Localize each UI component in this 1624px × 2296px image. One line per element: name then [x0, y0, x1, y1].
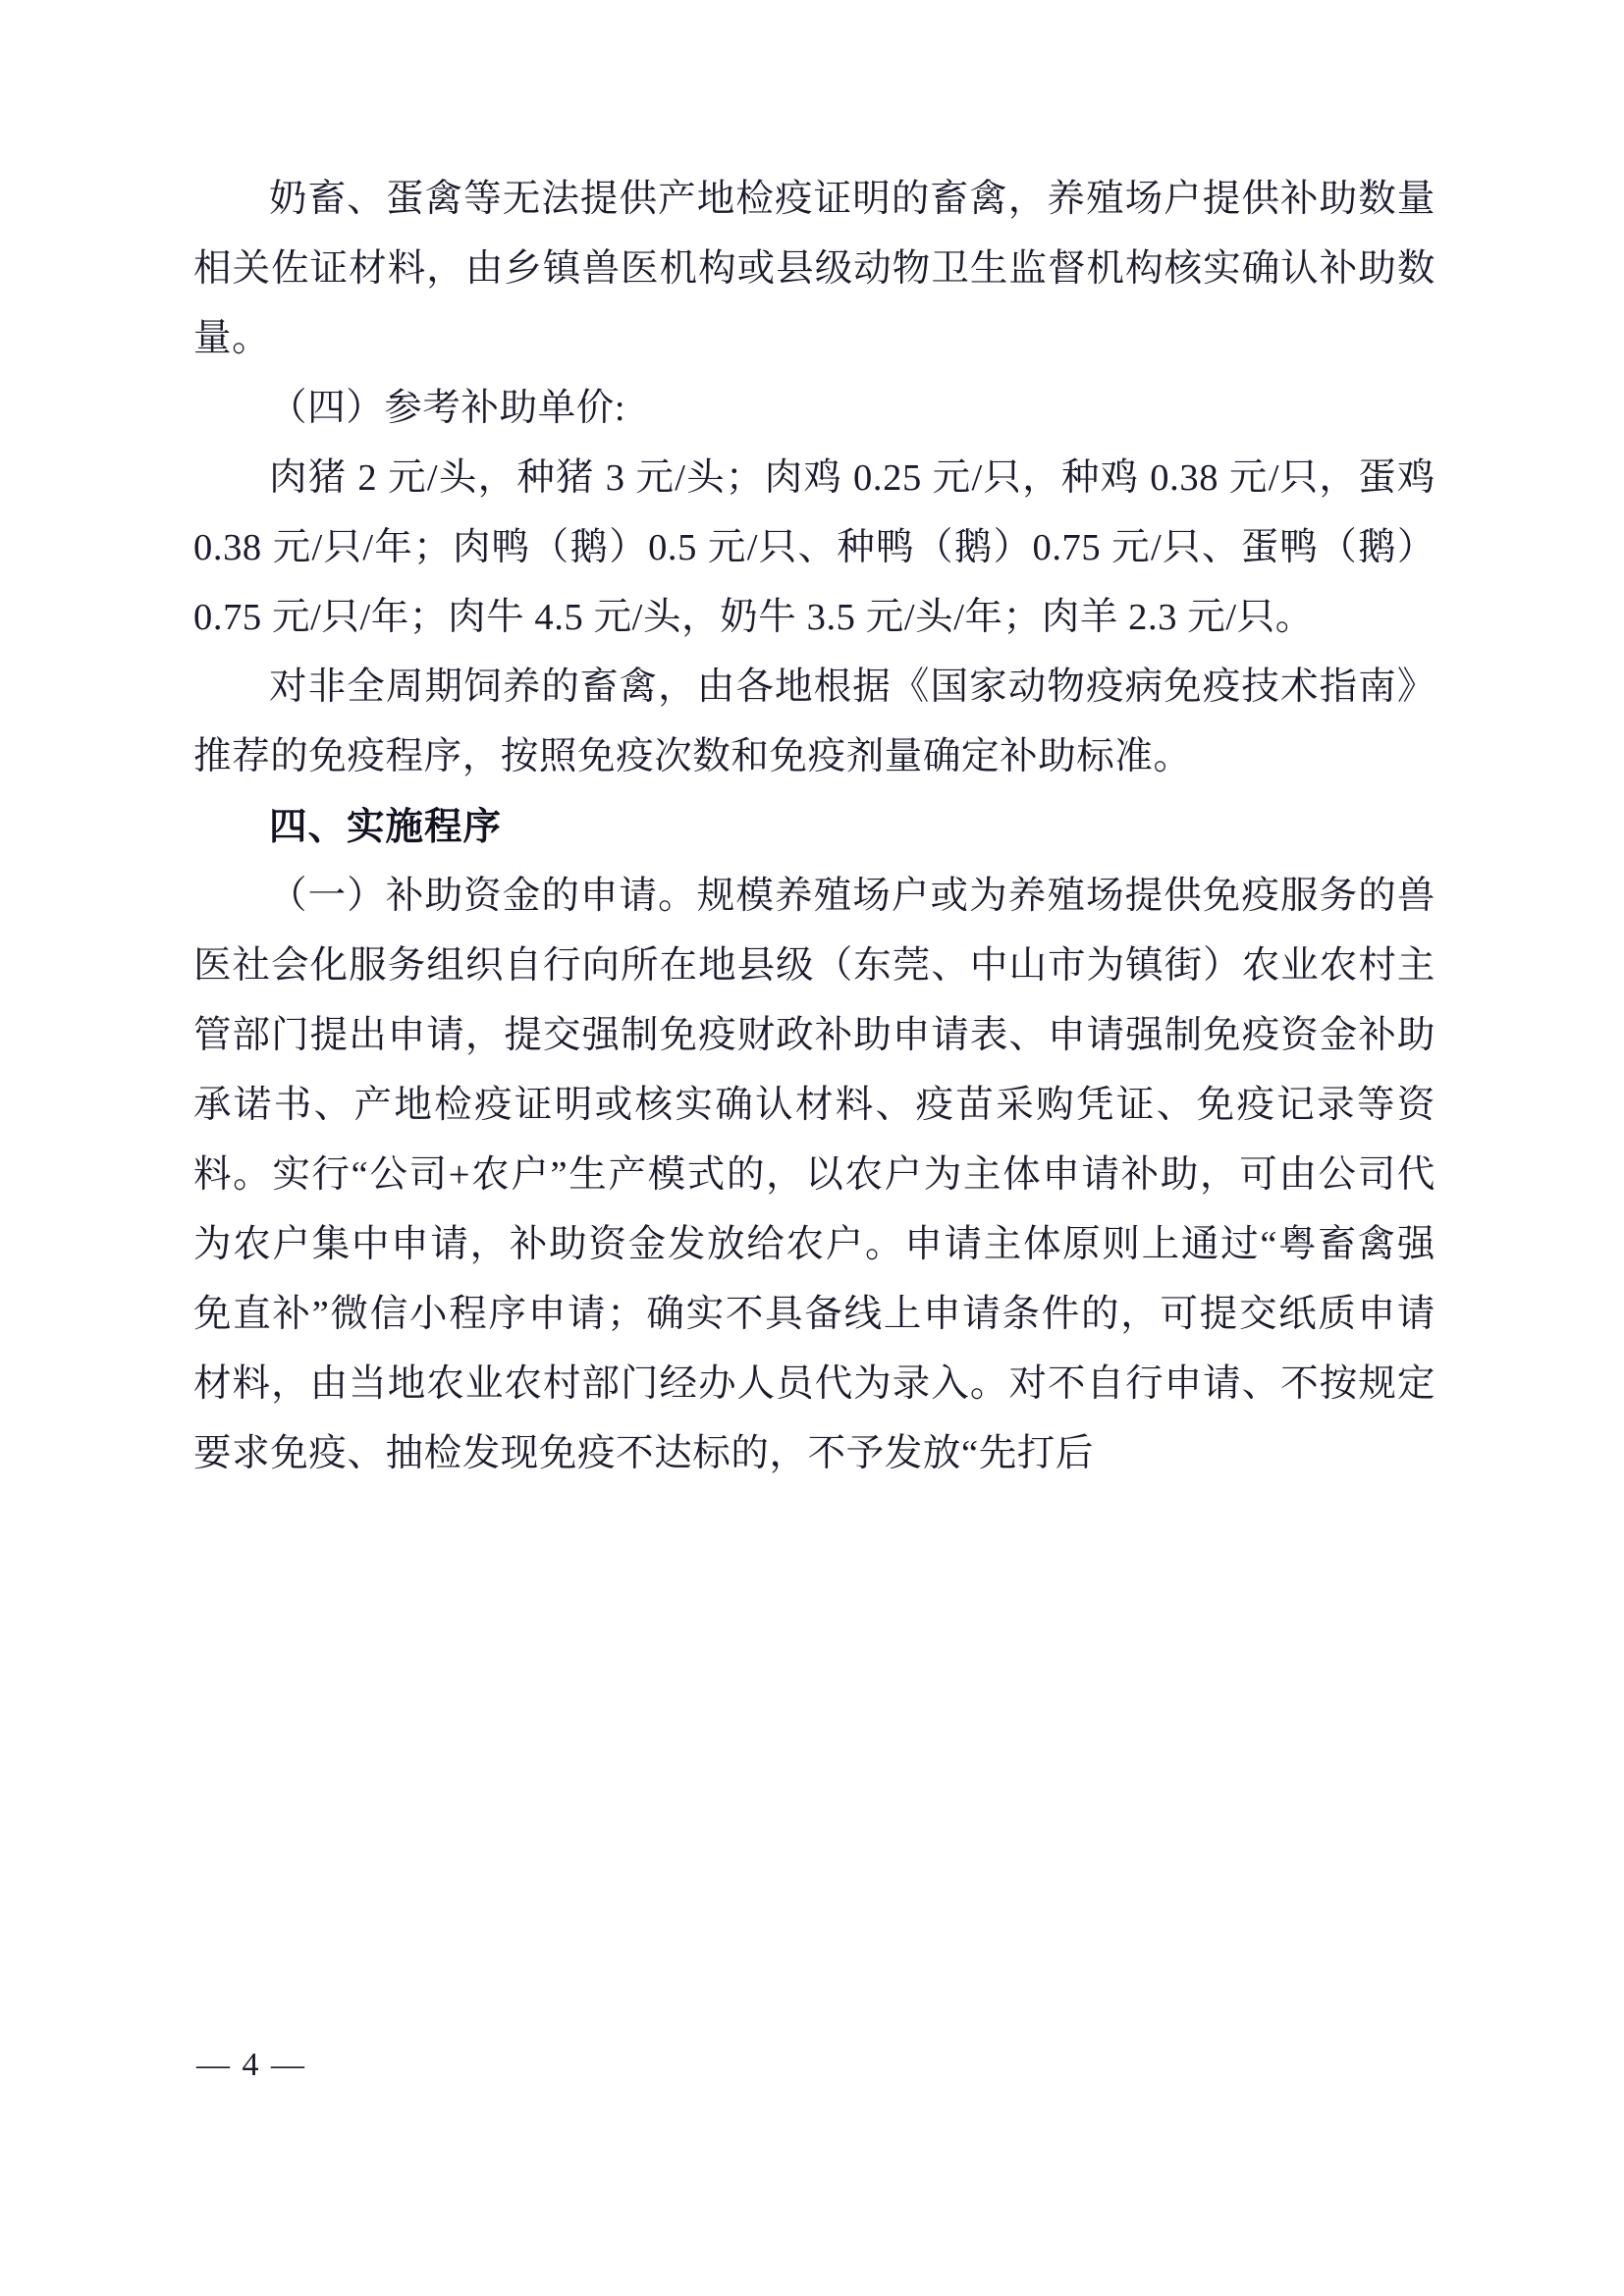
page-content	[193, 165, 1435, 1489]
paragraph-unit-prices: 肉猪 2 元/头，种猪 3 元/头；肉鸡 0.25 元/只，种鸡 0.38 元/只，蛋鸡 0.38 元/只/年；肉鸭（鹅）0.5 元/只、种鸭（鹅）0.75 元/只、蛋鸭（鹅）0.75 元/只/年；肉牛 4.5 元/头，奶牛 3.5 元/头/年；肉羊 2.3 元/只。	[193, 457, 1435, 638]
paragraph-subsidy-application-procedure: （一）补助资金的申请。规模养殖场户或为养殖场提供免疫服务的兽医社会化服务组织自行向所在地县级（东莞、中山市为镇街）农业农村主管部门提出申请，提交强制免疫财政补助申请表、申请强制免疫资金补助承诺书、产地检疫证明或核实确认材料、疫苗采购凭证、免疫记录等资料。实行“公司+农户”生产模式的，以农户为主体申请补助，可由公司代为农户集中申请，补助资金发放给农户。申请主体原则上通过“粤畜禽强免直补”微信小程序申请；确实不具备线上申请条件的，可提交纸质申请材料，由当地农业农村部门经办人员代为录入。对不自行申请、不按规定要求免疫、抽检发现免疫不达标的，不予发放“先打后	[193, 876, 1435, 1474]
page-footer	[0, 2047, 1624, 2084]
paragraph-item-four-heading: （四）参考补助单价:	[269, 388, 626, 429]
section-heading-implementation-procedure: 四、实施程序	[269, 806, 503, 848]
page-number: — 4 —	[196, 2047, 306, 2083]
paragraph-livestock-proof: 奶畜、蛋禽等无法提供产地检疫证明的畜禽，养殖场户提供补助数量相关佐证材料，由乡镇兽医机构或县级动物卫生监督机构核实确认补助数量。	[193, 179, 1435, 359]
paragraph-partial-cycle-feeding: 对非全周期饲养的畜禽，由各地根据《国家动物疫病免疫技术指南》推荐的免疫程序，按照免疫次数和免疫剂量确定补助标准。	[193, 667, 1435, 777]
